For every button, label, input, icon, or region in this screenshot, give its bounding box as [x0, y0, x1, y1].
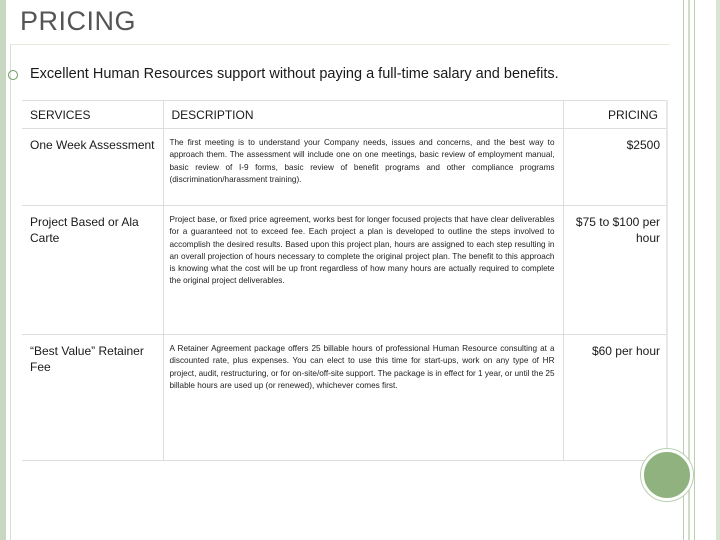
- header-pricing: PRICING: [563, 101, 666, 129]
- service-price: $2500: [563, 129, 666, 206]
- frame-line: [694, 0, 695, 540]
- frame-line: [716, 0, 720, 540]
- slide-left-border: [0, 0, 6, 540]
- service-price: $60 per hour: [563, 335, 666, 461]
- title-divider: [10, 44, 670, 45]
- service-description: The first meeting is to understand your Company needs, issues and concerns, and the best way to approach them. The assessment will include one on one meetings, basic review of employment manual, basic review of I-9 forms, basic review of benefit programs and other compliance programs (discrimination/harassment training).: [163, 129, 563, 206]
- service-name: “Best Value” Retainer Fee: [22, 335, 163, 461]
- decorative-circle-icon: [641, 449, 693, 501]
- table-row: [22, 129, 666, 206]
- service-description: A Retainer Agreement package offers 25 billable hours of professional Human Resource consulting at a discounted rate, plus expenses. You can elect to use this time for start-ups, work on any type of HR project, audit, restructuring, or for on-site/off-site support. The package is in effect for 1 year, or until the 25 billable hours are used up (or renewed), whichever comes first.: [163, 335, 563, 461]
- table-row: [22, 335, 666, 461]
- service-name: One Week Assessment: [22, 129, 163, 206]
- slide-subtitle: Excellent Human Resources support without paying a full-time salary and benefits.: [30, 66, 559, 82]
- table-header-row: [22, 101, 666, 129]
- frame-line: [688, 0, 690, 540]
- page-title: PRICING: [20, 6, 137, 36]
- pricing-table: [22, 100, 666, 461]
- service-name: Project Based or Ala Carte: [22, 206, 163, 335]
- service-description: Project base, or fixed price agreement, works best for longer focused projects that have clear deliverables for a guaranteed not to exceed fee. Each project a plan is developed to outline the steps involved to accomplish the desired results. Based upon this project plan, hours are assigned to each step resulting in an overall projection of hours necessary to complete the original project plan. The benefit to this approach is knowing what the cost will be up front regardless of how many hours are actually required to complete the original project deliverables.: [163, 206, 563, 335]
- bullet-circle-icon: [8, 70, 18, 80]
- service-price: $75 to $100 per hour: [563, 206, 666, 335]
- header-description: DESCRIPTION: [163, 101, 563, 129]
- header-services: SERVICES: [22, 101, 163, 129]
- slide-left-rule: [10, 44, 11, 540]
- table-row: [22, 206, 666, 335]
